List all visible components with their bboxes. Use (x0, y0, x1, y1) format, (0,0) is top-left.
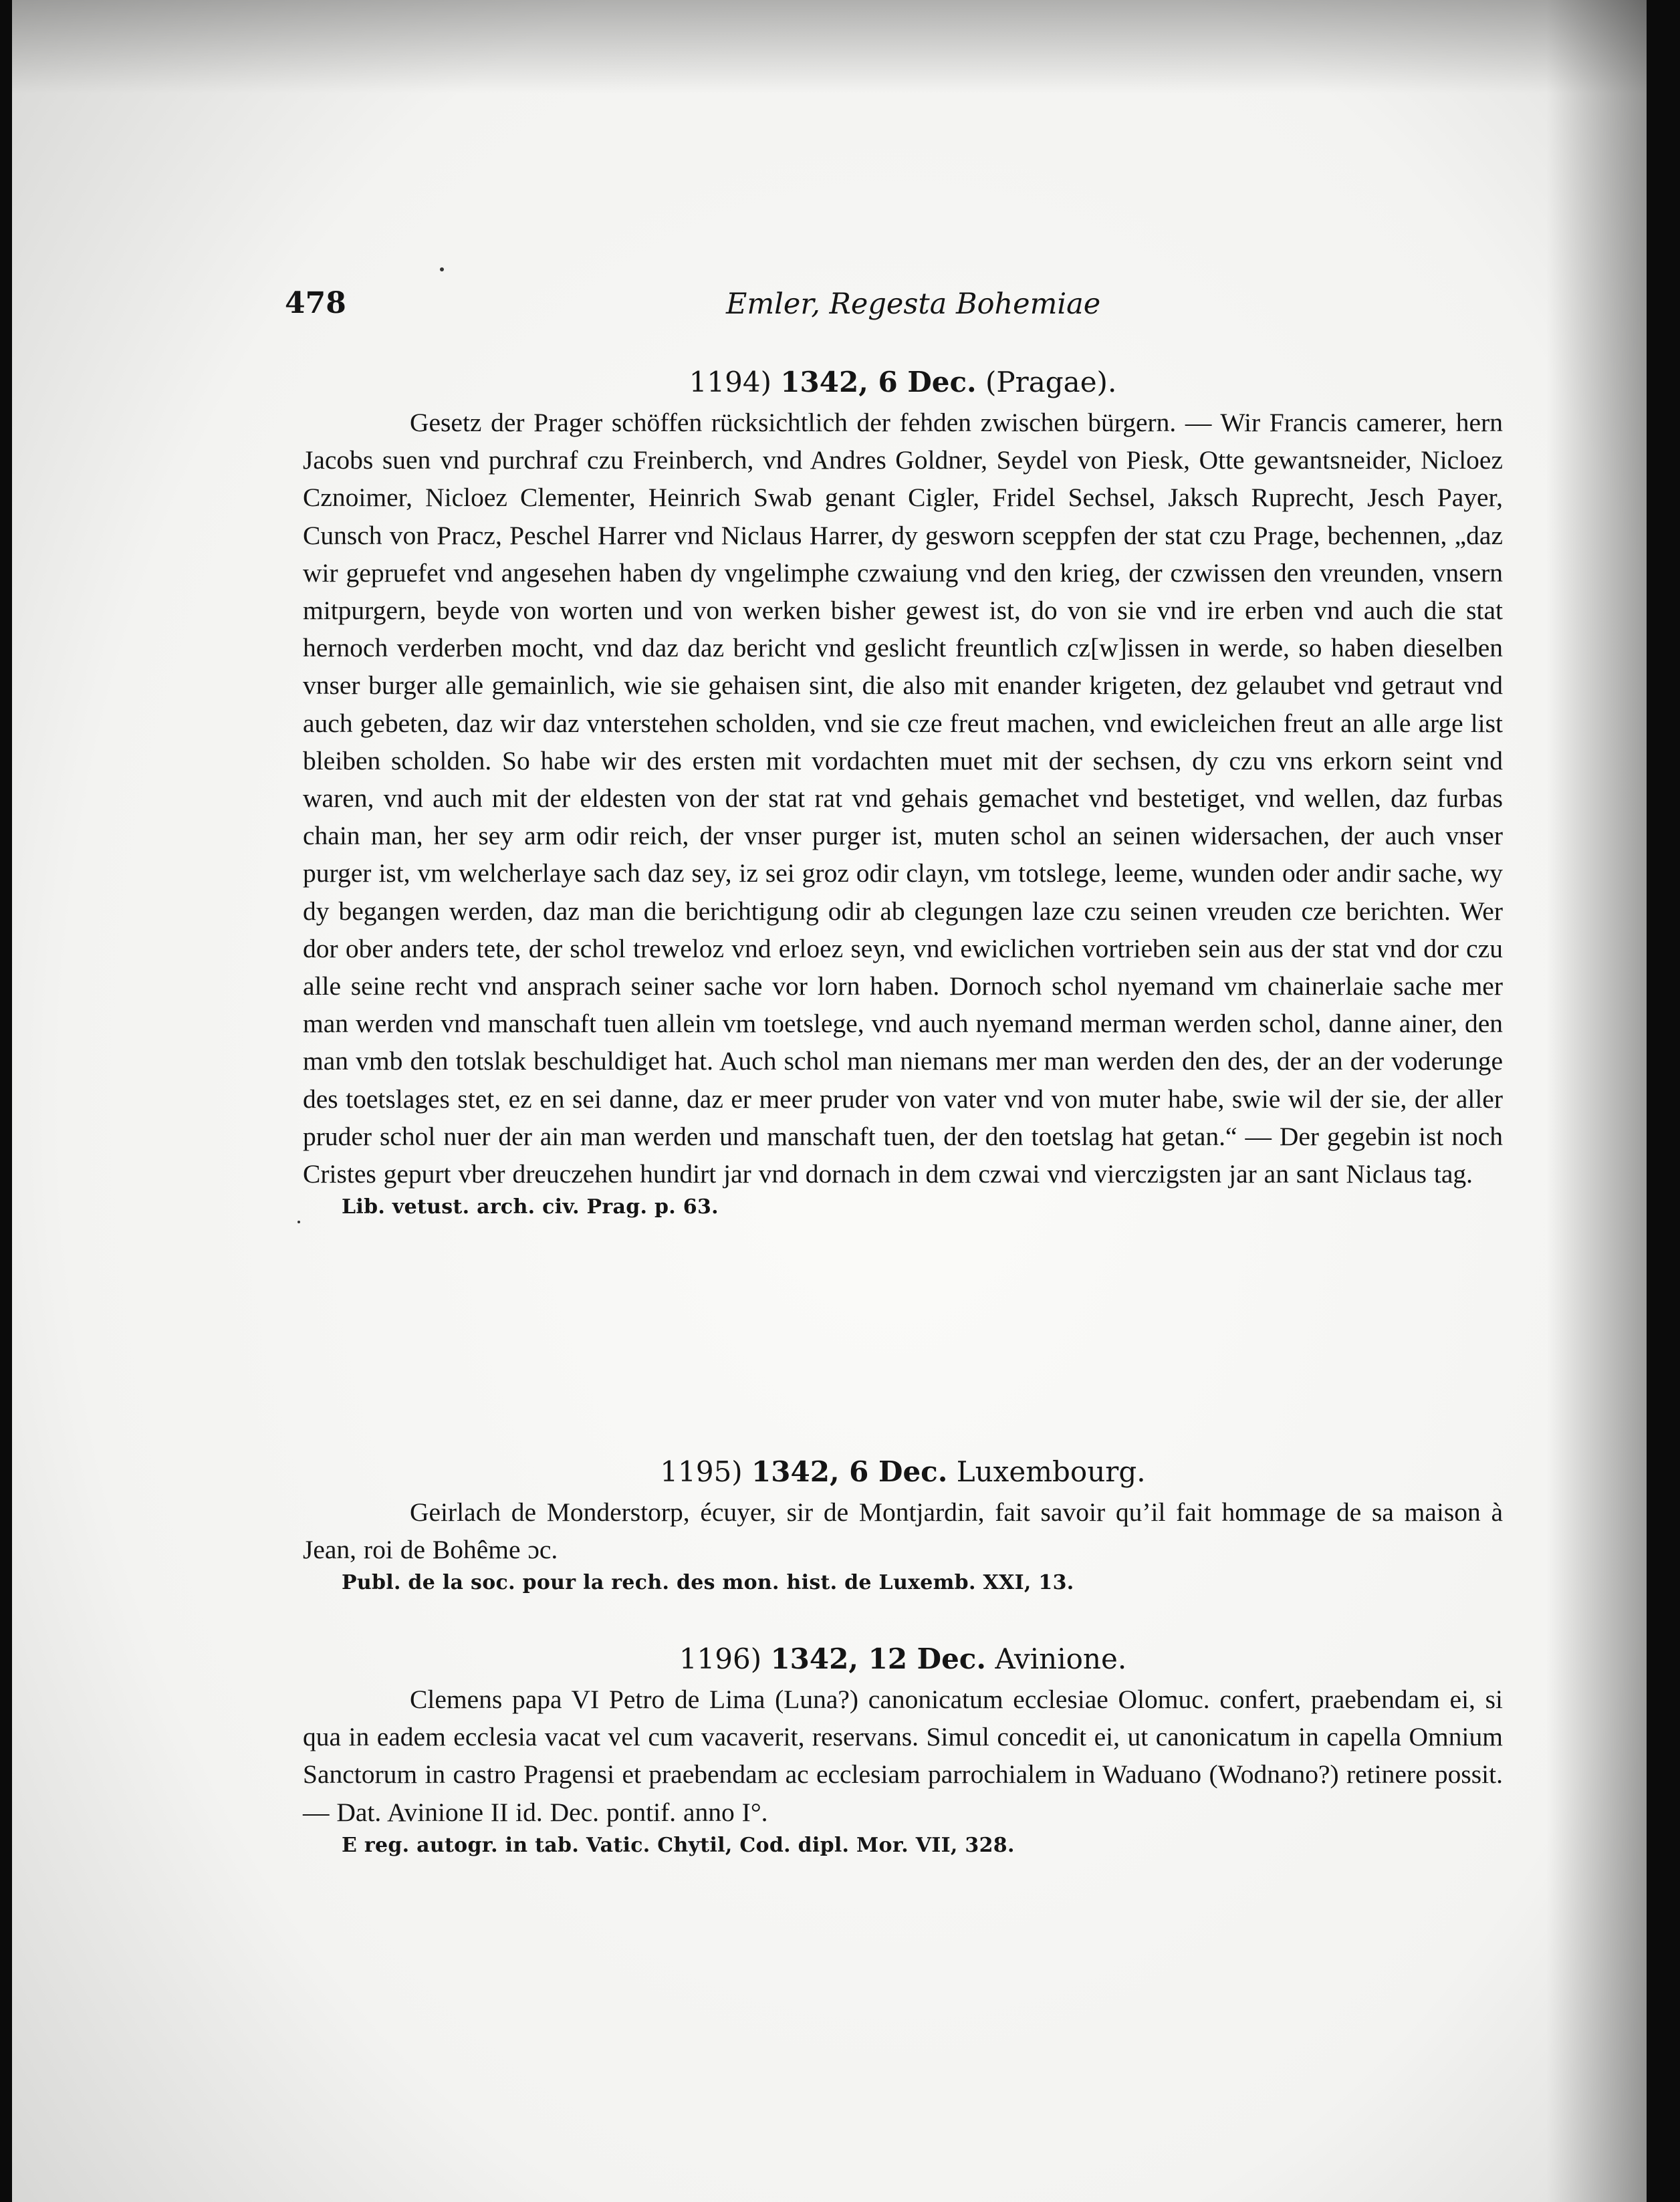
entry-place: (Pragae). (985, 366, 1117, 398)
entry-text: Gesetz der Prager schöffen rücksichtlich der fehden zwischen bürgern. — Wir Francis camerer, hern Jacobs suen vnd purchraf czu Freinberch, vnd Andres Goldner, Seydel von Piesk, Otte gewantsneider, Nicloez Cznoimer, Nicloez Clementer, Heinrich Swab genant Cigler, Fridel Sechsel, Jaksch Ruprecht, Jesch Payer, Cunsch von Pracz, Peschel Harrer vnd Niclaus Harrer, dy gesworn sceppfen der stat czu Prage, bechennen, „daz wir gepruefet vnd angesehen haben dy vngelimphe czwaiung vnd den krieg, der czwissen den vreunden, vnsern mitpurgern, beyde von worten und von werken bisher gewest ist, do von sie vnd ire erben vnd auch die stat hernoch verderben mocht, vnd daz daz bericht vnd geslicht freuntlich cz[w]issen in werde, so haben dieselben vnser burger alle gemainlich, wie sie gehaisen sint, die also mit enander krigeten, dez gelaubet vnd getraut vnd auch gebeten, daz wir daz vnterstehen scholden, vnd sie cze freut machen, vnd ewicleichen freut an alle arge list bleiben scholden. So habe wir des ersten mit vordachten muet mit der sechsen, dy czu vns erkorn seint vnd waren, vnd auch mit der eldesten von der stat rat vnd gehais gemachet vnd bestetiget, vnd wellen, daz furbas chain man, her sey arm odir reich, der vnser purger ist, muten schol an seinen widersachen, der auch vnser purger ist, vm welcherlaye sach daz sey, iz sei groz odir clayn, vm totslege, leeme, wunden oder andir sache, wy dy begangen werden, daz man die berichtigung odir ab clegungen laze czu seinen vreuden cze berichten. Wer dor ober anders tete, der schol treweloz vnd erloez seyn, vnd ewiclichen vortrieben sein aus der stat vnd dor czu alle seine recht vnd ansprach seiner sache vor lorn haben. Dornoch schol nyemand vm chainerlaie sache mer man werden vnd manschaft tuen allein vm toetslege, vnd auch nyemand merman werden schol, danne ainer, den man vmb den totslak beschuldiget hat. Auch schol man niemans mer man werden den des, der an der voderunge des toetslages stet, ez en sei danne, daz er meer pruder von vater vnd von muter habe, swie wil der sie, der aller pruder schol nuer der ain man werden und manschaft tuen, der den toetslag hat getan.“ — Der gegebin ist noch Cristes gepurt vber dreuczehen hundirt jar vnd dornach in dem czwai vnd vierczigsten jar an sant Niclaus tag. (303, 408, 1503, 1189)
scanned-page (12, 0, 1647, 2202)
entry-date: 1342, 12 Dec. (770, 1642, 986, 1675)
entry-date: 1342, 6 Dec. (780, 366, 977, 398)
page-number: 478 (285, 286, 346, 320)
regest-entry-1195 (303, 1451, 1503, 1598)
entry-place: Luxembourg. (956, 1455, 1146, 1488)
speck (440, 267, 444, 271)
regest-entry-1196 (303, 1638, 1503, 1860)
entry-place: Avinione. (995, 1642, 1127, 1675)
entry-number: 1194) (689, 366, 771, 398)
scan-shadow-right (1546, 0, 1647, 2202)
entry-source: Publ. de la soc. pour la rech. des mon. hist. de Luxemb. XXI, 13. (342, 1571, 1074, 1595)
entry-heading (303, 361, 1503, 404)
entry-text: Geirlach de Monderstorp, écuyer, sir de Montjardin, fait savoir qu’il fait hommage de sa maison à Jean, roi de Bohême ɔc. (303, 1497, 1503, 1565)
running-title: Emler, Regesta Bohemiae (726, 287, 1101, 321)
entry-heading (303, 1451, 1503, 1493)
entry-number: 1195) (660, 1455, 743, 1488)
speck (297, 1221, 300, 1223)
entry-heading (303, 1638, 1503, 1681)
regest-entry-1194 (303, 361, 1503, 1222)
entry-source: Lib. vetust. arch. civ. Prag. p. 63. (342, 1195, 719, 1219)
entry-source: E reg. autogr. in tab. Vatic. Chytil, Cod. dipl. Mor. VII, 328. (342, 1833, 1015, 1857)
scan-shadow-top (12, 0, 1647, 94)
page-header (12, 286, 1647, 326)
entry-number: 1196) (679, 1642, 762, 1675)
entry-date: 1342, 6 Dec. (751, 1455, 948, 1488)
entry-text: Clemens papa VI Petro de Lima (Luna?) canonicatum ecclesiae Olomuc. confert, praebendam ei, si qua in eadem ecclesia vacat vel cum vacaverit, reservans. Simul concedit ei, ut canonicatum in capella Omnium Sanctorum in castro Pragensi et praebendam ac ecclesiam parrochialem in Waduano (Wodnano?) retinere possit. — Dat. Avinione II id. Dec. pontif. anno I°. (303, 1685, 1503, 1827)
